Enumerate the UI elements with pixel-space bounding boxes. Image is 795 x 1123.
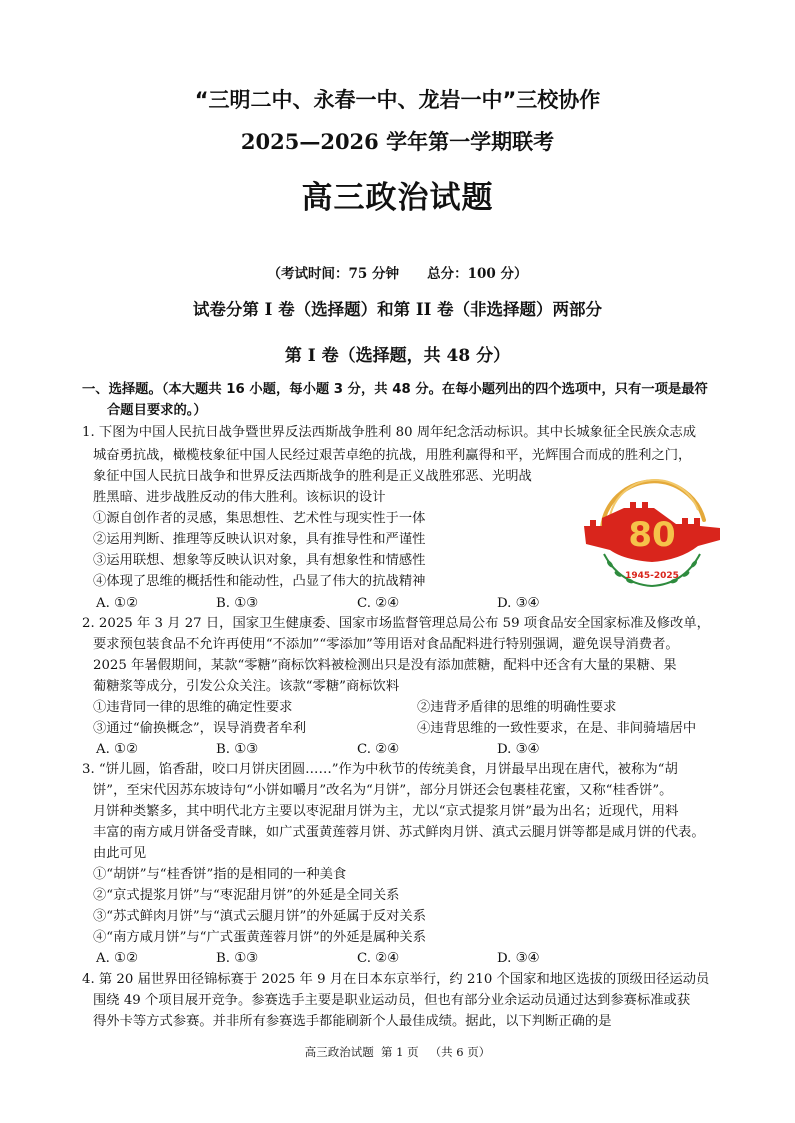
q3-option-d: D. ③④ — [497, 951, 540, 966]
anniversary-years: 1945-2025 — [625, 571, 679, 581]
q3-choice: ①“胡饼”与“桂香饼”指的是相同的一种美食 — [93, 867, 347, 882]
exam-year-title: 2025—2026 学年第一学期联考 — [240, 129, 555, 154]
q3-stem-line: 月饼种类繁多，其中明代北方主要以枣泥甜月饼为主，尤以“京式提浆月饼”最为出名；近现代，用料 — [93, 804, 679, 819]
q1-stem-line: 象征中国人民抗日战争和世界反法西斯战争的胜利是正义战胜邪恶、光明战 — [93, 469, 532, 484]
q1-stem-line: 城奋勇抗战，橄榄枝象征中国人民经过艰苦卓绝的抗战，用胜利赢得和平，光辉围合而成的胜利之门， — [93, 448, 692, 463]
q1-stem-line: 胜黑暗、进步战胜反动的伟大胜利。该标识的设计 — [93, 490, 386, 505]
q2-option-d: D. ③④ — [497, 742, 540, 757]
q4-stem-line: 得外卡等方式参赛。并非所有参赛选手都能刷新个人最佳成绩。据此，以下判断正确的是 — [93, 1014, 612, 1029]
q1-option-a: A. ①② — [96, 596, 138, 611]
q4-stem-line: 围绕 49 个项目展开竞争。参赛选手主要是职业运动员，但也有部分业余运动员通过达到参赛标准或获 — [93, 993, 691, 1008]
q1-stem-line: 1. 下图为中国人民抗日战争暨世界反法西斯战争胜利 80 周年纪念活动标识。其中长城象征全民族众志成 — [82, 425, 697, 440]
q2-option-c: C. ②④ — [357, 742, 399, 757]
parts-note: 试卷分第 I 卷（选择题）和第 II 卷（非选择题）两部分 — [192, 300, 603, 319]
part1-title: 第 I 卷（选择题，共 48 分） — [284, 346, 511, 366]
q2-stem-line: 2025 年暑假期间，某款“零糖”商标饮料被检测出只是没有添加蔗糖，配料中还含有大量的果糖、果 — [93, 658, 677, 673]
q4-stem-line: 4. 第 20 届世界田径锦标赛于 2025 年 9 月在日本东京举行，约 210 个国家和地区选拔的顶级田径运动员 — [82, 972, 710, 987]
page-footer: 高三政治试题 第 1 页 （共 6 页） — [304, 1045, 491, 1059]
exam-info: （考试时间：75 分钟 总分：100 分） — [267, 266, 528, 282]
q3-option-b: B. ①③ — [216, 951, 259, 966]
q3-choice: ③“苏式鲜肉月饼”与“滇式云腿月饼”的外延属于反对关系 — [93, 909, 427, 924]
q3-stem-line: 丰富的南方咸月饼备受青睐，如广式蛋黄莲蓉月饼、苏式鲜肉月饼、滇式云腿月饼等都是咸月饼的代表。 — [93, 825, 705, 840]
q2-choice: ③通过“偷换概念”，误导消费者牟利 — [93, 721, 307, 736]
q2-choice: ①违背同一律的思维的确定性要求 — [93, 700, 293, 715]
q2-option-b: B. ①③ — [216, 742, 259, 757]
q2-choice: ②违背矛盾律的思维的明确性要求 — [417, 700, 617, 715]
school-collab-title: “三明二中、永春一中、龙岩一中”三校协作 — [194, 88, 601, 112]
q3-stem-line: 由此可见 — [93, 846, 147, 861]
q2-option-a: A. ①② — [96, 742, 138, 757]
page-title: 高三政治试题 — [301, 180, 494, 216]
q3-option-c: C. ②④ — [357, 951, 399, 966]
q1-choice: ②运用判断、推理等反映认识对象，具有推导性和严谨性 — [93, 532, 426, 547]
q2-stem-line: 2. 2025 年 3 月 27 日，国家卫生健康委、国家市场监督管理总局公布 59 项食品安全国家标准及修改单， — [82, 616, 710, 631]
q1-option-c: C. ②④ — [357, 596, 399, 611]
q3-choice: ④“南方咸月饼”与“广式蛋黄莲蓉月饼”的外延是属种关系 — [93, 930, 427, 945]
q1-option-d: D. ③④ — [497, 596, 540, 611]
q3-choice: ②“京式提浆月饼”与“枣泥甜月饼”的外延是全同关系 — [93, 888, 400, 903]
section-instructions-line1: 一、选择题。（本大题共 16 小题，每小题 3 分，共 48 分。在每小题列出的四个选项中，只有一项是最符 — [82, 382, 708, 397]
section-instructions-line2: 合题目要求的。） — [107, 403, 207, 418]
q1-choice: ④体现了思维的概括性和能动性，凸显了伟大的抗战精神 — [93, 574, 426, 589]
q2-stem-line: 葡糖浆等成分，引发公众关注。该款“零糖”商标饮料 — [93, 679, 400, 694]
q1-choice: ③运用联想、想象等反映认识对象，具有想象性和情感性 — [93, 553, 426, 568]
q3-option-a: A. ①② — [96, 951, 138, 966]
q1-option-b: B. ①③ — [216, 596, 259, 611]
q3-stem-line: 3. “饼儿圆，馅香甜，咬口月饼庆团圆……”作为中秋节的传统美食，月饼最早出现在唐代，被称为“胡 — [82, 762, 678, 777]
q2-stem-line: 要求预包装食品不允许再使用“不添加”“零添加”等用语对食品配料进行特别强调，避免误导消费者。 — [93, 637, 679, 652]
victory-80th-anniversary-logo — [580, 468, 725, 593]
q3-stem-line: 饼”，至宋代因苏东坡诗句“小饼如嚼月”改名为“月饼”，部分月饼还会包裹桂花蜜，又称“桂香饼”。 — [93, 783, 673, 798]
q1-choice: ①源自创作者的灵感，集思想性、艺术性与现实性于一体 — [93, 511, 426, 526]
q2-choice: ④违背思维的一致性要求，在是、非间骑墙居中 — [417, 721, 697, 736]
anniversary-number: 80 — [628, 515, 676, 555]
